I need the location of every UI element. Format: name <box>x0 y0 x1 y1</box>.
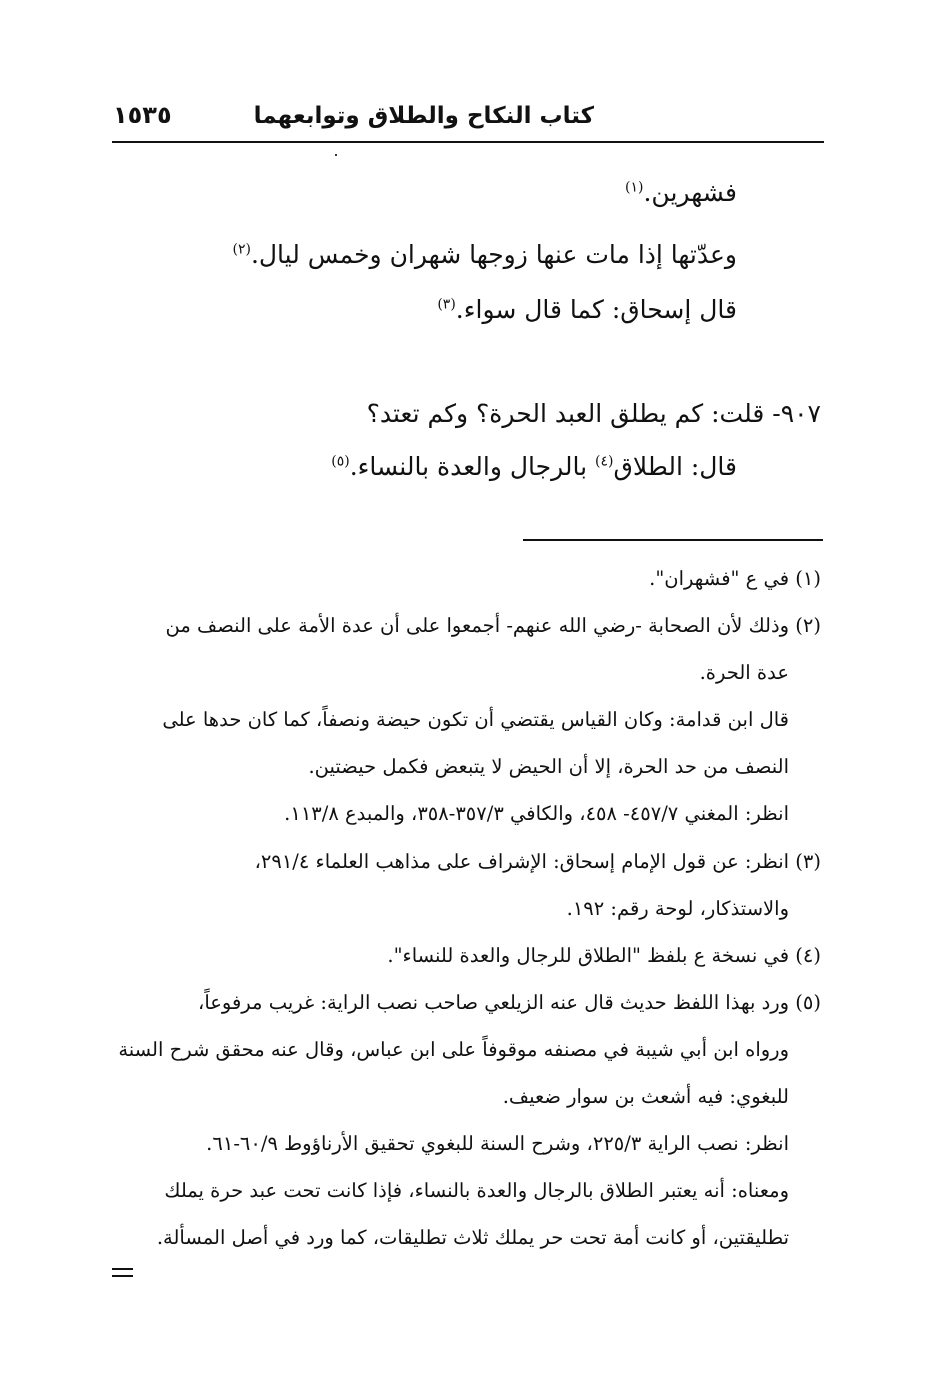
footnote-3: (٣) انظر: عن قول الإمام إسحاق: الإشراف على مذاهب العلماء ٢٩١/٤، <box>254 850 821 873</box>
header-divider <box>112 141 824 143</box>
main-text: فشهرين. <box>643 178 737 207</box>
footnote-2: (٢) وذلك لأن الصحابة -رضي الله عنهم- أجمعوا على أن عدة الأمة على النصف من <box>165 614 821 637</box>
page-number: ١٥٣٥ <box>113 101 172 129</box>
footnote-marker-2: (٢) <box>232 241 251 258</box>
main-text: قال إسحاق: كما قال سواء. <box>455 295 737 324</box>
main-text: قال: الطلاق <box>613 452 737 481</box>
footnote-5-meaning-cont: تطليقتين، أو كانت أمة تحت حر يملك ثلاث تطليقات، كما ورد في أصل المسألة. <box>156 1226 789 1249</box>
footnote-marker-1: (١) <box>625 179 644 196</box>
footnote-5-cont-2: للبغوي: فيه أشعث بن سوار ضعيف. <box>502 1085 789 1108</box>
main-text: وعدّتها إذا مات عنها زوجها شهران وخمس ليال. <box>250 240 737 269</box>
footnote-1: (١) في ع "فشهران". <box>649 567 821 590</box>
footnote-2-refs: انظر: المغني ٤٥٧/٧- ٤٥٨، والكافي ٣٥٧/٣-٣٥٨، والمبدع ١١٣/٨. <box>284 802 789 825</box>
footnote-2-cont: عدة الحرة. <box>699 661 789 684</box>
footnote-5-refs: انظر: نصب الراية ٢٢٥/٣، وشرح السنة للبغوي تحقيق الأرناؤوط ٦٠/٩-٦١. <box>206 1132 789 1155</box>
footnote-separator <box>523 539 823 541</box>
answer-907 <box>331 452 737 481</box>
speck <box>335 154 337 156</box>
footnote-marker-5: (٥) <box>331 453 350 470</box>
main-line-2 <box>232 240 737 269</box>
footnote-5-cont: ورواه ابن أبي شيبة في مصنفه موقوفاً على ابن عباس، وقال عنه محقق شرح السنة <box>118 1038 789 1061</box>
footnote-marker-3: (٣) <box>437 296 456 313</box>
footnote-5: (٥) ورد بهذا اللفظ حديث قال عنه الزيلعي صاحب نصب الراية: غريب مرفوعاً، <box>198 991 821 1014</box>
main-text: بالرجال والعدة بالنساء. <box>349 452 588 481</box>
footnote-3-cont: والاستذكار، لوحة رقم: ١٩٢. <box>566 897 789 920</box>
footnote-5-meaning: ومعناه: أنه يعتبر الطلاق بالرجال والعدة بالنساء، فإذا كانت تحت عبد حرة يملك <box>164 1179 789 1202</box>
running-header-title: كتاب النكاح والطلاق وتوابعهما <box>253 103 594 129</box>
footnote-2-quote-cont: النصف من حد الحرة، إلا أن الحيض لا يتبعض فكمل حيضتين. <box>308 755 789 778</box>
question-907 <box>367 399 821 428</box>
footnote-4: (٤) في نسخة ع بلفظ "الطلاق للرجال والعدة للنساء". <box>387 944 821 967</box>
continuation-mark-bottom <box>112 1275 133 1277</box>
footnote-2-quote: قال ابن قدامة: وكان القياس يقتضي أن تكون حيضة ونصفاً، كما كان حدها على <box>162 708 789 731</box>
main-line-3 <box>437 295 737 324</box>
footnote-marker-4: (٤) <box>595 453 614 470</box>
main-line-1 <box>625 178 737 207</box>
main-text: ٩٠٧- قلت: كم يطلق العبد الحرة؟ وكم تعتد؟ <box>366 399 821 428</box>
continuation-mark-top <box>112 1268 133 1270</box>
